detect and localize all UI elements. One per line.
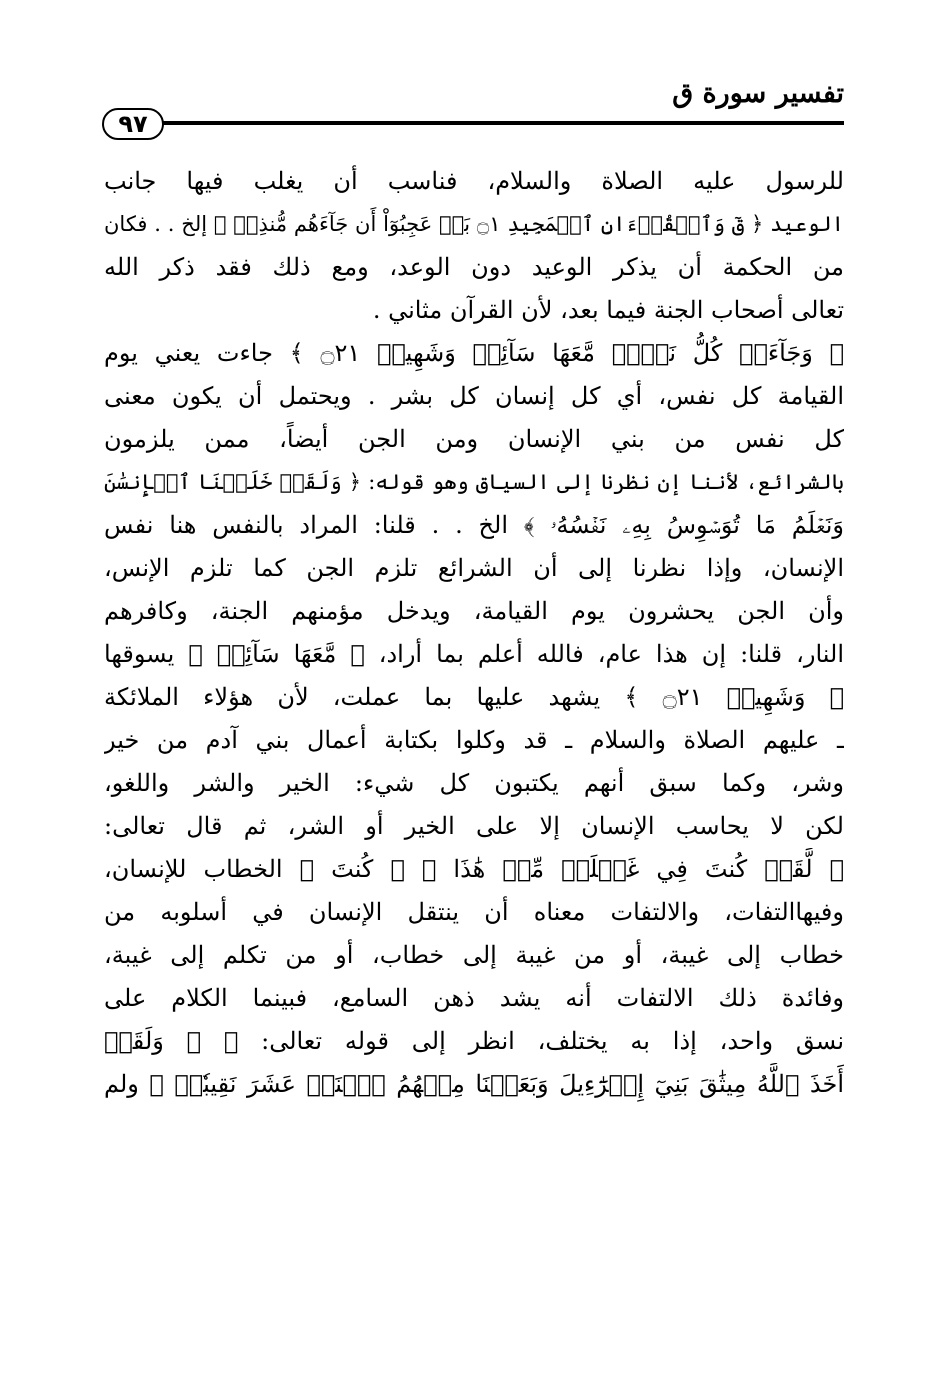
text-line: وأن الجن يحشرون يوم القيامة، ويدخل مؤمنهم الجنة، وكافرهم bbox=[104, 597, 844, 625]
text-line: خطاب إلى غيبة، أو من غيبة إلى خطاب، أو من تكلم إلى غيبة، bbox=[104, 941, 844, 969]
text-line: الوعيد ﴿ قٓ وَٱلۡقُرۡءَانِ ٱلۡمَجِيدِ ۝١ بَلۡ عَجِبُوٓاْ أَن جَآءَهُم مُّنذِرٞ ﴾ إلخ . . فكان bbox=[104, 212, 844, 236]
text-line: بالشرائع، لأننا إن نظرنا إلى السياق وهو قوله: ﴿ وَلَقَدۡ خَلَقۡنَا ٱلۡإِنسَٰنَ bbox=[104, 470, 844, 494]
text-line: وفائدة ذلك الالتفات أنه يشد ذهن السامع، فبينما الكلام على bbox=[104, 984, 844, 1012]
text-line: تعالى أصحاب الجنة فيما بعد، لأن القرآن مثاني . bbox=[372, 296, 844, 324]
text-line: ﴿ وَجَآءَتۡ كُلُّ نَفۡسٖ مَّعَهَا سَآئِقٞ وَشَهِيدٞ ۝٢١ ﴾ جاءت يعني يوم bbox=[104, 339, 844, 367]
page-number: ٩٧ bbox=[102, 108, 164, 140]
text-line: وَنَعۡلَمُ مَا تُوَسۡوِسُ بِهِۦ نَفۡسُهُۥ ﴾ الخ . . قلنا: المراد بالنفس هنا نفس bbox=[104, 511, 844, 539]
text-line: من الحكمة أن يذكر الوعيد دون الوعد، ومع ذلك فقد ذكر الله bbox=[104, 253, 844, 281]
text-line: للرسول عليه الصلاة والسلام، فناسب أن يغلب فيها جانب bbox=[104, 167, 844, 195]
text-line: وشر، وكما سبق أنهم يكتبون كل شيء: الخير والشر واللغو، bbox=[104, 769, 844, 797]
text-line: لكن لا يحاسب الإنسان إلا على الخير أو الشر، ثم قال تعالى: bbox=[104, 812, 844, 840]
text-line: وفيهاالتفات، والالتفات معناه أن ينتقل الإنسان في أسلوبه من bbox=[104, 898, 844, 926]
header-double-rule bbox=[160, 121, 844, 125]
text-line: كل نفس من بني الإنسان ومن الجن أيضاً، ممن يلزمون bbox=[104, 425, 844, 453]
body-text bbox=[104, 160, 844, 1106]
text-line: ـ عليهم الصلاة والسلام ـ قد وكلوا بكتابة أعمال بني آدم من خير bbox=[104, 726, 844, 754]
running-header-title: تفسير سورة ق bbox=[672, 78, 844, 109]
text-line: ﴿ وَشَهِيدٞ ۝٢١ ﴾ يشهد عليها بما عملت، لأن هؤلاء الملائكة bbox=[104, 683, 844, 711]
text-line: الإنسان، وإذا نظرنا إلى أن الشرائع تلزم الجن كما تلزم الإنس، bbox=[104, 554, 844, 582]
text-line: نسق واحد، إذا به يختلف، انظر إلى قوله تعالى: ﴿ ۞ وَلَقَدۡ bbox=[104, 1027, 844, 1055]
text-line: أَخَذَ ٱللَّهُ مِيثَٰقَ بَنِيٓ إِسۡرَٰٓءِيلَ وَبَعَثۡنَا مِنۡهُمُ ٱثۡنَيۡ عَشَرَ نَقِيبٗاۖ ﴾ ولم bbox=[104, 1070, 844, 1098]
text-line: القيامة كل نفس، أي كل إنسان كل بشر . ويحتمل أن يكون معنى bbox=[104, 382, 844, 410]
text-line: ﴿ لَّقَدۡ كُنتَ فِي غَفۡلَةٖ مِّنۡ هَٰذَا ﴾ ﴿ كُنتَ ﴾ الخطاب للإنسان، bbox=[104, 855, 844, 883]
text-line: النار، قلنا: إن هذا عام، فالله أعلم بما أراد، ﴿ مَّعَهَا سَآئِقٞ ﴾ يسوقها bbox=[104, 640, 844, 668]
